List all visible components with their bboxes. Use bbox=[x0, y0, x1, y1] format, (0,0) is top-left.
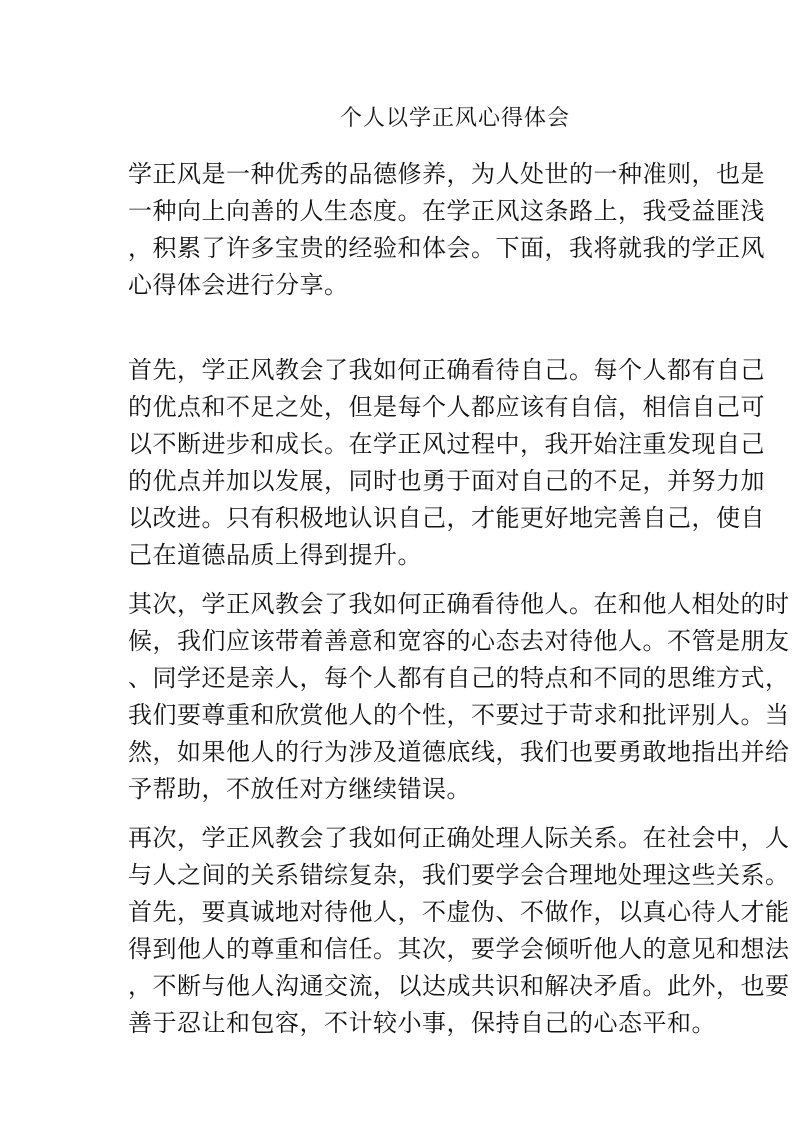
paragraph-line: 的优点并加以发展，同时也勇于面对自己的不足，并努力加 bbox=[128, 467, 765, 495]
paragraph-line: 以不断进步和成长。在学正风过程中，我开始注重发现自己 bbox=[128, 430, 765, 458]
paragraph-line: 心得体会进行分享。 bbox=[128, 271, 349, 299]
paragraph-line: 我们要尊重和欣赏他人的个性，不要过于苛求和批评别人。当 bbox=[128, 701, 790, 729]
paragraph-line: 学正风是一种优秀的品德修养，为人处世的一种准则，也是 bbox=[128, 160, 765, 188]
paragraph-line: 其次，学正风教会了我如何正确看待他人。在和他人相处的时 bbox=[128, 590, 790, 618]
paragraph-line: 的优点和不足之处，但是每个人都应该有自信，相信自己可 bbox=[128, 393, 765, 421]
paragraph-line: 然，如果他人的行为涉及道德底线，我们也要勇敢地指出并给 bbox=[128, 738, 790, 766]
paragraph-line: 予帮助，不放任对方继续错误。 bbox=[128, 775, 471, 803]
paragraph-line: 得到他人的尊重和信任。其次，要学会倾听他人的意见和想法 bbox=[128, 935, 790, 963]
paragraph-line: 首先，学正风教会了我如何正确看待自己。每个人都有自己 bbox=[128, 356, 765, 384]
paragraph-first bbox=[128, 352, 768, 574]
paragraph-line: 再次，学正风教会了我如何正确处理人际关系。在社会中，人 bbox=[128, 824, 790, 852]
paragraph-intro bbox=[128, 156, 768, 304]
paragraph-line: 一种向上向善的人生态度。在学正风这条路上，我受益匪浅 bbox=[128, 197, 765, 225]
paragraph-line: 首先，要真诚地对待他人，不虚伪、不做作，以真心待人才能 bbox=[128, 898, 790, 926]
paragraph-line: 候，我们应该带着善意和宽容的心态去对待他人。不管是朋友 bbox=[128, 627, 790, 655]
paragraph-line: 己在道德品质上得到提升。 bbox=[128, 541, 422, 569]
paragraph-line: 、同学还是亲人，每个人都有自己的特点和不同的思维方式， bbox=[128, 664, 790, 692]
document-title: 个人以学正风心得体会 bbox=[339, 106, 570, 131]
paragraph-line: 善于忍让和包容，不计较小事，保持自己的心态平和。 bbox=[128, 1009, 716, 1037]
paragraph-third bbox=[128, 820, 790, 1042]
paragraph-line: ，积累了许多宝贵的经验和体会。下面，我将就我的学正风 bbox=[128, 234, 765, 262]
paragraph-second bbox=[128, 586, 790, 808]
paragraph-line: 以改进。只有积极地认识自己，才能更好地完善自己，使自 bbox=[128, 504, 765, 532]
paragraph-line: ，不断与他人沟通交流，以达成共识和解决矛盾。此外，也要 bbox=[128, 972, 790, 1000]
paragraph-line: 与人之间的关系错综复杂，我们要学会合理地处理这些关系。 bbox=[128, 861, 790, 889]
